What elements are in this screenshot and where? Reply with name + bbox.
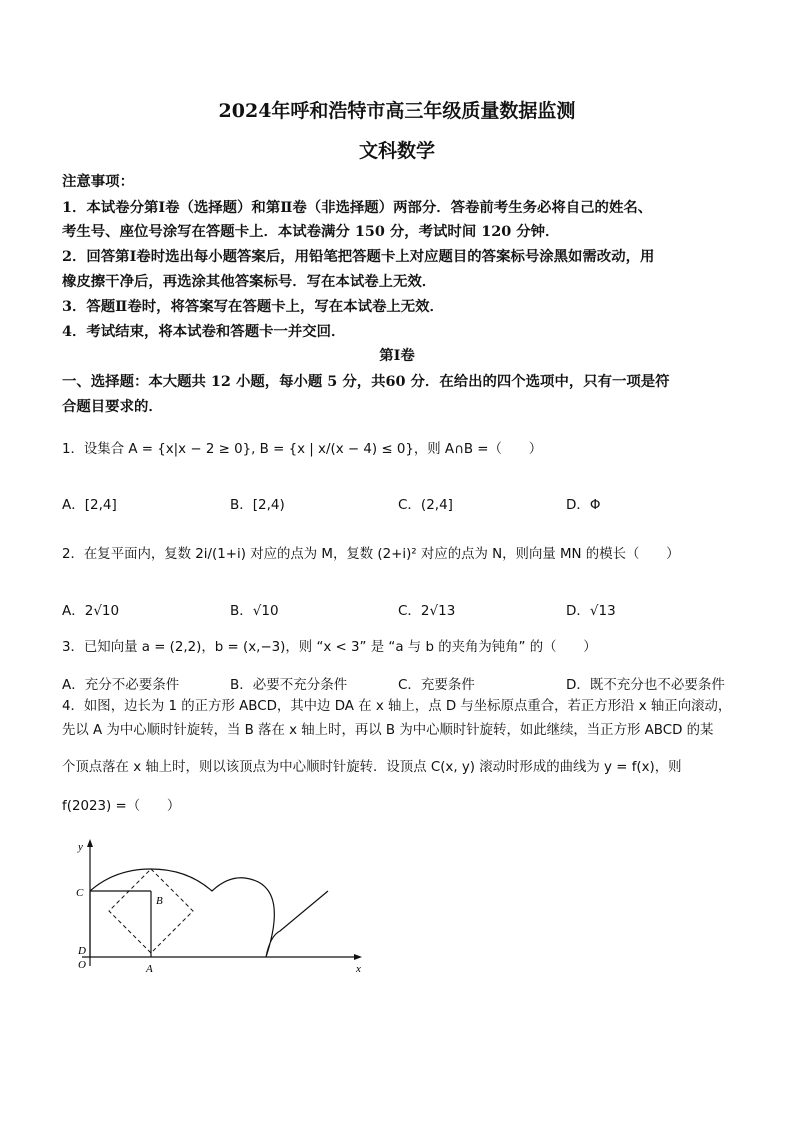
notice-line: 1．本试卷分第Ⅰ卷（选择题）和第Ⅱ卷（非选择题）两部分．答卷前考生务必将自己的姓名、 [62,199,653,216]
exam-title: 2024年呼和浩特市高三年级质量数据监测 [218,100,576,122]
question-2-stem: 2．在复平面内，复数 2i/(1+i) 对应的点为 M，复数 (2+i)² 对应的点为 N，则向量 MN 的模长（ ） [62,547,680,562]
label-x: x [356,963,361,975]
q1-option-a: A．[2,4] [62,497,117,513]
section-line: 一、选择题：本大题共 12 小题，每小题 5 分，共60 分．在给出的四个选项中，只有一项是符 [62,373,670,390]
q2-option-c: C．2√13 [398,603,456,619]
label-y: y [78,841,83,853]
section-line: 合题目要求的． [62,398,163,415]
q3-option-d: D．既不充分也不必要条件 [566,677,725,693]
label-c: C [76,887,84,899]
notice-line: 橡皮擦干净后，再选涂其他答案标号．写在本试卷上无效． [62,273,437,290]
q3-option-b: B．必要不充分条件 [230,677,348,693]
question-4-line: 4．如图，边长为 1 的正方形 ABCD，其中边 DA 在 x 轴上，点 D 与坐标原点重合，若正方形沿 x 轴正向滚动， [62,699,732,714]
notice-heading: 注意事项： [62,173,134,190]
exam-subject: 文科数学 [358,140,435,162]
trace-curve [90,869,328,957]
rolling-square-figure [60,836,380,986]
question-4-line: 先以 A 为中心顺时针旋转，当 B 落在 x 轴上时，再以 B 为中心顺时针旋转，如此继续，当正方形 ABCD 的某 [62,723,714,738]
x-axis-arrow [354,954,362,960]
q2-option-b: B．√10 [230,603,279,619]
q3-option-a: A．充分不必要条件 [62,677,180,693]
q1-option-c: C．(2,4] [398,497,453,513]
notice-line: 4．考试结束，将本试卷和答题卡一并交回． [62,323,346,340]
q2-option-a: A．2√10 [62,603,120,619]
notice-line: 2．回答第Ⅰ卷时选出每小题答案后，用铅笔把答题卡上对应题目的答案标号涂黑如需改动，用 [62,248,655,265]
notice-line: 3．答题Ⅱ卷时，将答案写在答题卡上，写在本试卷上无效． [62,298,444,315]
label-o: O [78,959,86,971]
q3-option-c: C．充要条件 [398,677,475,693]
part-heading: 第Ⅰ卷 [379,347,415,364]
question-4-line: f(2023) =（ ） [62,799,181,814]
question-4-line: 个顶点落在 x 轴上时，则以该顶点为中心顺时针旋转．设顶点 C(x, y) 滚动时形成的曲线为 y = f(x)，则 [62,760,682,775]
q1-option-b: B．[2,4) [230,497,285,513]
notice-line: 考生号、座位号涂写在答题卡上．本试卷满分 150 分，考试时间 120 分钟． [62,223,560,240]
label-d: D [78,945,86,957]
q2-option-d: D．√13 [566,603,616,619]
label-a: A [146,963,153,975]
label-b: B [156,895,163,907]
question-1-stem: 1．设集合 A = {x|x − 2 ≥ 0}, B = {x | x/(x − 4) ≤ 0}，则 A∩B =（ ） [62,442,543,457]
y-axis-arrow [87,839,93,847]
question-3-stem: 3．已知向量 a = (2,2)，b = (x,−3)，则 “x < 3” 是 “a 与 b 的夹角为钝角” 的（ ） [62,640,597,655]
q1-option-d: D．Φ [566,497,601,513]
